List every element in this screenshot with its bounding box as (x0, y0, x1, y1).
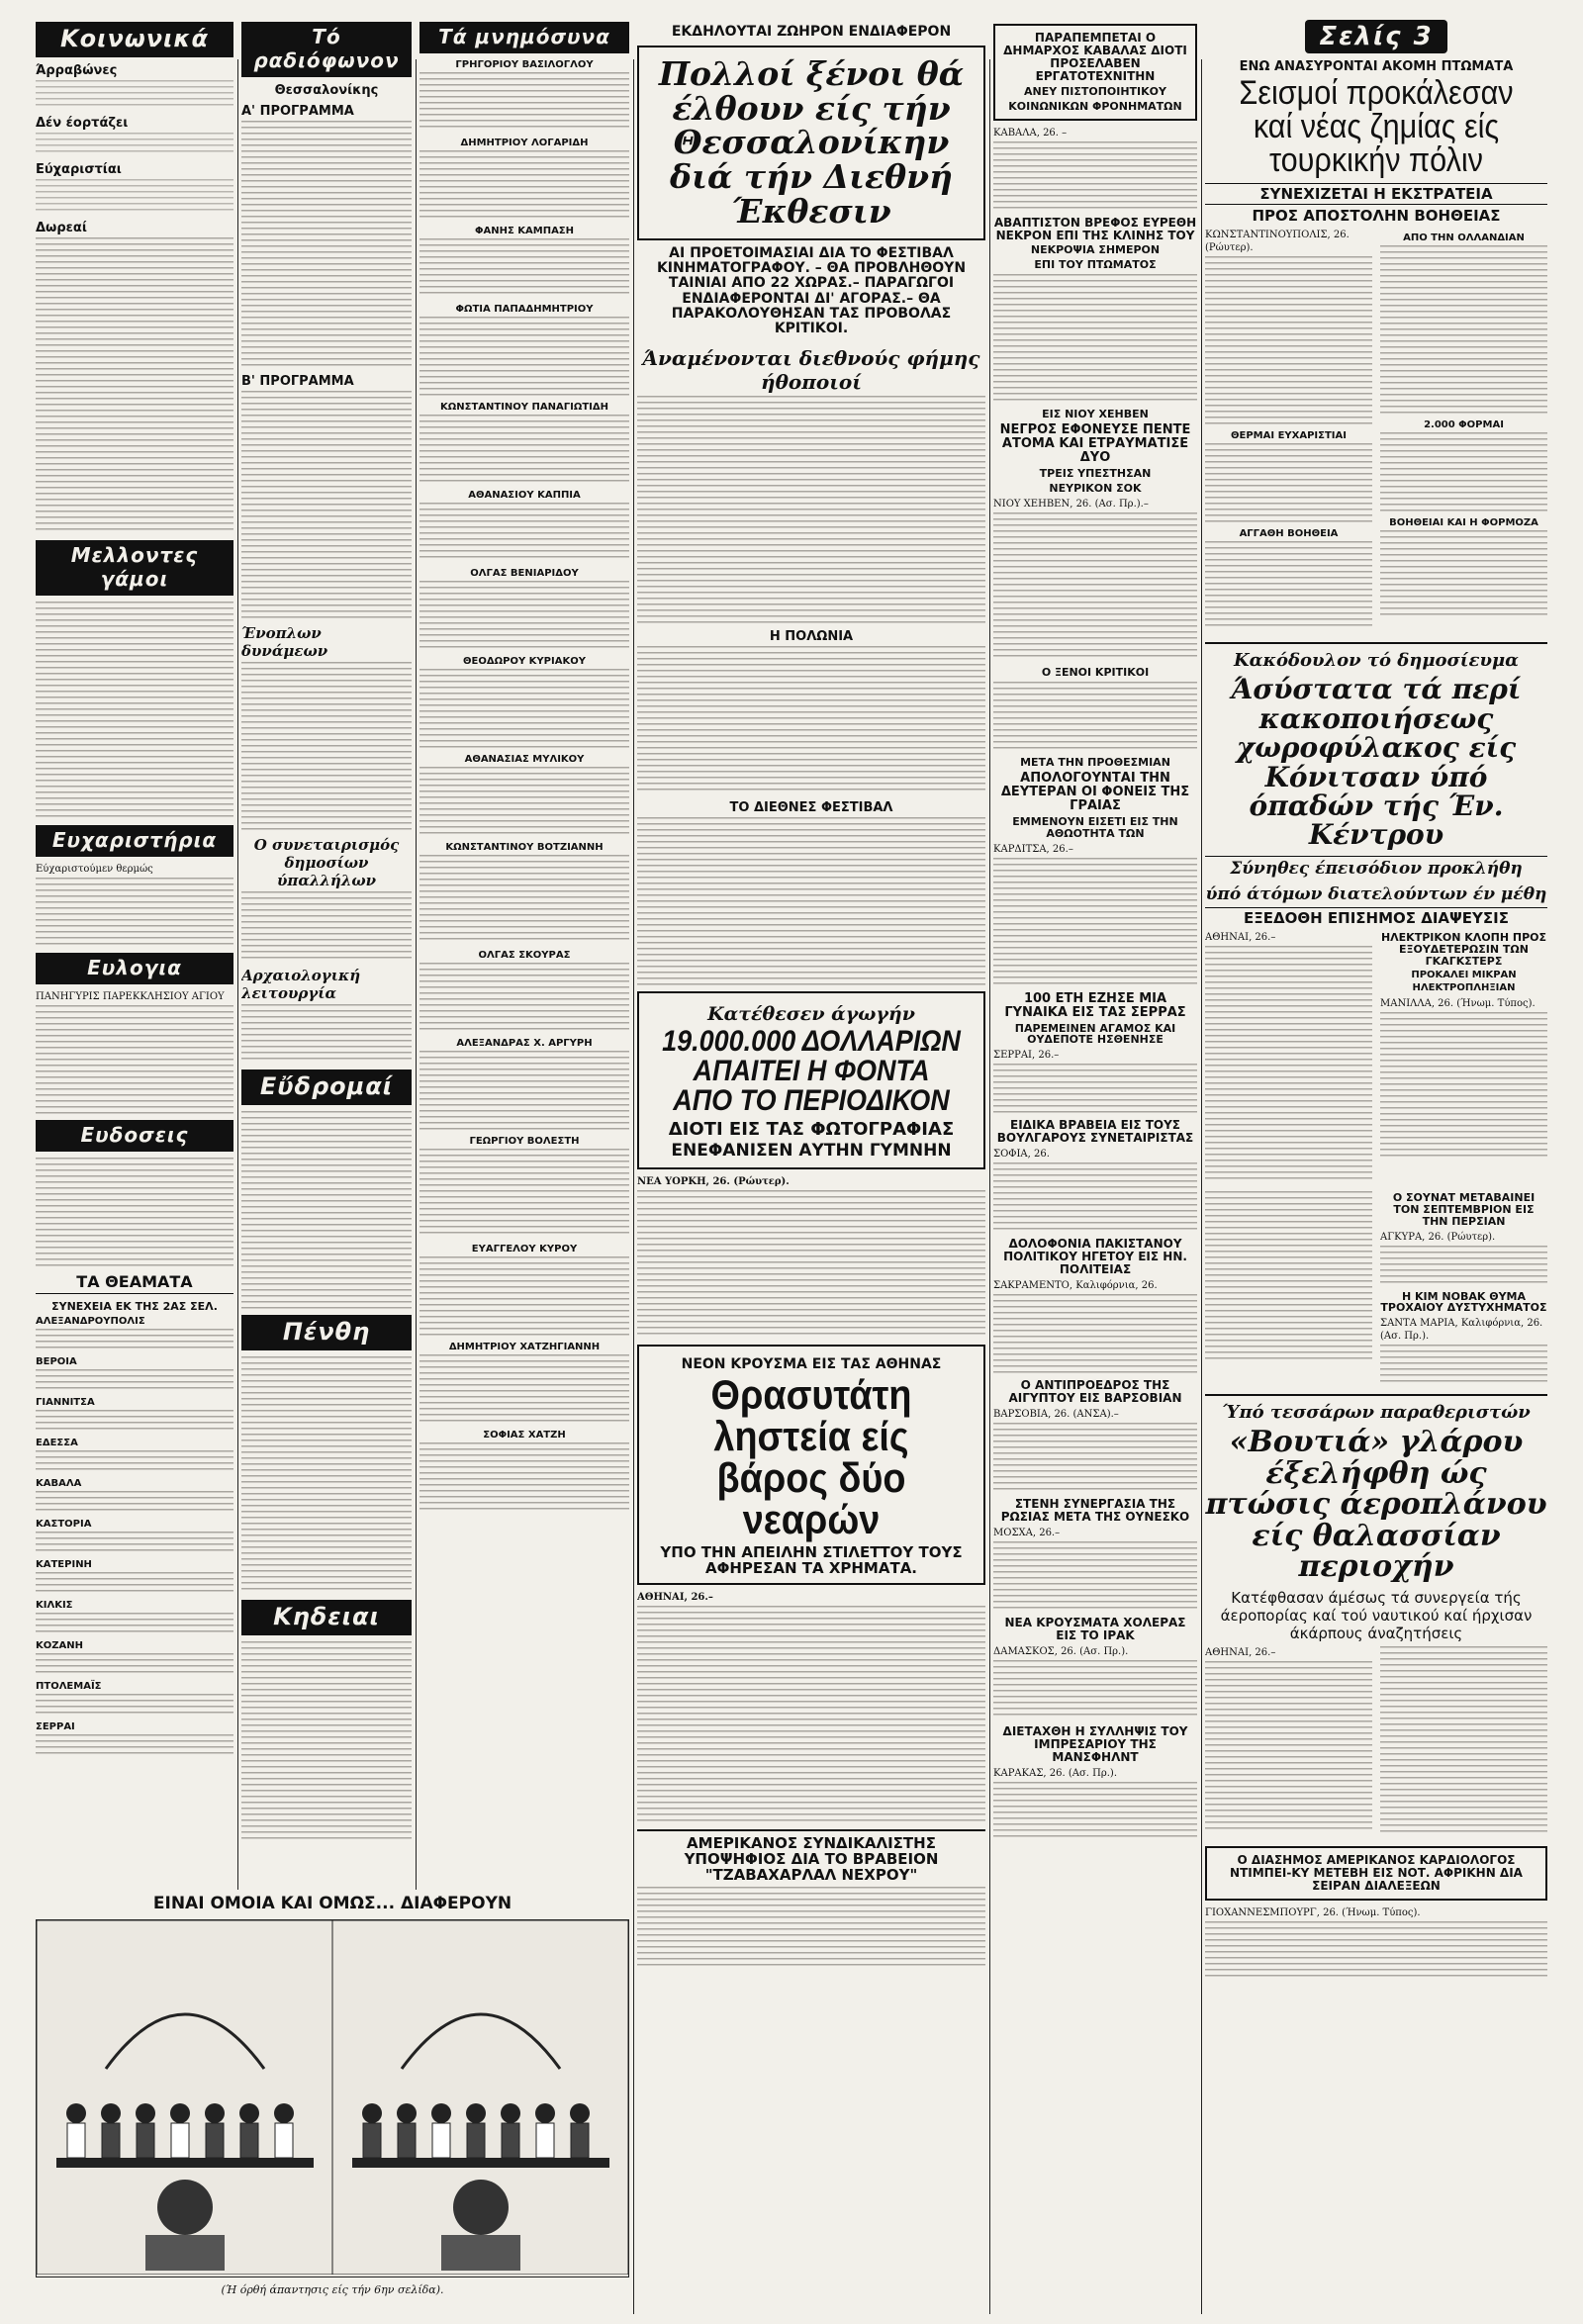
body-text (419, 767, 629, 836)
shah-headline: Ο ΣΟΥΝΑΤ ΜΕΤΑΒΑΙΝΕΙ ΤΟΝ ΣΕΠΤΕΜΒΡΙΟΝ ΕΙΣ ΤΗΝ ΠΕΡΣΙΑΝ (1392, 1190, 1536, 1228)
body-text (36, 80, 233, 110)
robbery-dateline: ΑΘΗΝΑΙ, 26.– (637, 1592, 713, 1604)
body-text (241, 662, 412, 830)
cartoon-figure-body (67, 2123, 85, 2158)
body-text (36, 1329, 233, 1350)
body-text (993, 512, 1197, 661)
body-text (1380, 1345, 1547, 1384)
body-text (637, 1606, 985, 1823)
body-text (36, 1613, 233, 1634)
column-rule (989, 59, 990, 2314)
theatre-city: ΑΛΕΞΑΝΔΡΟΥΠΟΛΙΣ (36, 1316, 145, 1327)
robbery-deck: ΥΠΟ ΤΗΝ ΑΠΕΙΛΗΝ ΣΤΙΛΕΤΤΟΥ ΤΟΥΣ ΑΦΗΡΕΣΑΝ ΤΑ ΧΡΗΜΑΤΑ. (660, 1542, 963, 1577)
body-text (637, 646, 985, 794)
fair-headline-box (637, 46, 985, 240)
body-text (1380, 530, 1547, 619)
body-text (993, 1064, 1197, 1113)
column-main-news (637, 18, 985, 2314)
column-rule (633, 59, 634, 2314)
theft-dateline: ΜΑΝΙΛΛΑ, 26. (Ήνωμ. Τύπος). (1380, 998, 1536, 1010)
fonda-box (637, 991, 985, 1169)
section-banner-thanks: Ευχαριστήρια (36, 825, 233, 857)
body-text (1205, 946, 1372, 1183)
memorial-name: ΦΩΤΙΑ ΠΑΠΑΔΗΜΗΤΡΙΟΥ (455, 304, 594, 315)
body-text (1380, 432, 1547, 511)
cartoon-block (36, 1890, 629, 2315)
cartoon-figure-body (571, 2123, 589, 2158)
cartoon-figure-head (466, 2103, 486, 2123)
body-text (993, 682, 1197, 751)
memorial-name: ΑΛΕΞΑΝΔΡΑΣ Χ. ΑΡΓΥΡΗ (456, 1038, 593, 1049)
memorial-name: ΕΥΑΓΓΕΛΟΥ ΚΥΡΟΥ (471, 1244, 578, 1255)
mayor-headline: ΠΑΡΑΠΕΜΠΕΤΑΙ Ο ΔΗΜΑΡΧΟΣ ΚΑΒΑΛΑΣ ΔΙΟΤΙ ΠΡΟΣΕΛΑΒΕΝ ΕΡΓΑΤΟΤΕΧΝΙΤΗΝ (1003, 31, 1187, 83)
quake-deck2: ΠΡΟΣ ΑΠΟΣΤΟΛΗΝ ΒΟΗΘΕΙΑΣ (1252, 207, 1501, 226)
gull-kicker: Ύπό τεσσάρων παραθεριστών (1222, 1402, 1531, 1424)
trial-dateline: ΚΑΡΔΙΤΣΑ, 26.– (993, 843, 1073, 855)
body-text (241, 1004, 412, 1064)
cartoon-figures-icon (37, 1920, 628, 2275)
fonda-deck2: ΕΝΕΦΑΝΙΣΕΝ ΑΥΤΗΝ ΓΥΜΝΗΝ (671, 1141, 952, 1162)
konitsa-kicker: Κακόδουλον τό δημοσίευμα (1234, 650, 1519, 672)
quake-forms: 2.000 ΦΟΡΜΑΙ (1424, 419, 1504, 431)
cartoon-figure-head (501, 2103, 520, 2123)
mayor-dateline: ΚΑΒΑΛΑ, 26. – (993, 127, 1068, 139)
memorial-name: ΓΡΗΓΟΡΙΟΥ ΒΑΣΙΛΟΓΛΟΥ (455, 59, 594, 70)
body-text (419, 317, 629, 396)
body-text (1205, 1921, 1547, 1981)
cartoon-figure-head (239, 2103, 259, 2123)
centenarian-sub: ΠΑΡΕΜΕΙΝΕΝ ΑΓΑΜΟΣ ΚΑΙ ΟΥΔΕΠΟΤΕ ΗΣΘΕΝΗΣΕ (1014, 1021, 1176, 1047)
body-text (419, 669, 629, 748)
body-text (1205, 1191, 1372, 1359)
shah-dateline: ΑΓΚΥΡΑ, 26. (Ρώυτερ). (1380, 1231, 1496, 1243)
cartoon-figure-head (431, 2103, 451, 2123)
section-banner-social: Κοινωνικά (36, 22, 233, 57)
section-banner-radio: Τό ραδιόφωνον (241, 22, 412, 77)
robbery-headline: Θρασυτάτη ληστεία είς βάρος δύο νεαρών (710, 1370, 912, 1542)
body-text (1380, 245, 1547, 414)
memorial-name: ΔΗΜΗΤΡΙΟΥ ΧΑΤΖΗΓΙΑΝΝΗ (448, 1342, 601, 1352)
quake-headline: Σεισμοί προκάλεσαν καί νέας ζημίας είς τουρκικήν πόλιν (1239, 74, 1514, 179)
body-text (1205, 256, 1372, 424)
body-text (36, 878, 233, 947)
body-text (419, 855, 629, 944)
subhead-engagements: Άρραβώνες (36, 63, 118, 78)
baby-headline: ΑΒΑΠΤΙΣΤΟΝ ΒΡΕΦΟΣ ΕΥΡΕΘΗ ΝΕΚΡΟΝ ΕΠΙ ΤΗΣ ΚΛΙΝΗΣ ΤΟΥ (993, 215, 1197, 242)
mayor-sub: ΑΝΕΥ ΠΙΣΤΟΠΟΙΗΤΙΚΟΥ (1024, 84, 1166, 98)
konitsa-deck3: ΕΞΕΔΟΘΗ ΕΠΙΣΗΜΟΣ ΔΙΑΨΕΥΣΙΣ (1205, 907, 1547, 926)
page-number-logo: Σελίς 3 (1305, 20, 1446, 53)
theatre-city: ΒΕΡΟΙΑ (36, 1356, 77, 1367)
trial-kicker: ΜΕΤΑ ΤΗΝ ΠΡΟΘΕΣΜΙΑΝ (1020, 755, 1170, 769)
cardio-dateline: ΓΙΟΧΑΝΝΕΣΜΠΟΥΡΓ, 26. (Ήνωμ. Τύπος). (1205, 1906, 1421, 1918)
fair-festival: ΤΟ ΔΙΕΘΝΕΣ ΦΕΣΤΙΒΑΛ (729, 799, 893, 815)
unionist-headline: ΑΜΕΡΙΚΑΝΟΣ ΣΥΝΔΙΚΑΛΙΣΤΗΣ ΥΠΟΨΗΦΙΟΣ ΔΙΑ ΤΟ ΒΡΑΒΕΙΟΝ "ΤΖΑΒΑΧΑΡΛΑΛ ΝΕΧΡΟΥ" (637, 1829, 985, 1884)
mayor-box (993, 24, 1197, 121)
body-text (241, 1111, 412, 1309)
critics-sub: Ο ΞΕΝΟΙ ΚΡΙΤΙΚΟΙ (1041, 665, 1150, 679)
cardio-headline: Ο ΔΙΑΣΗΜΟΣ ΑΜΕΡΙΚΑΝΟΣ ΚΑΡΔΙΟΛΟΓΟΣ ΝΤΙΜΠΕΙ-ΚΥ ΜΕΤΕΒΗ ΕΙΣ ΝΟΤ. ΑΦΡΙΚΗΝ ΔΙΑ ΣΕΙΡΑΝ ΔΙΑΛΕΞΕΩΝ (1230, 1852, 1523, 1893)
cartoon-figure-head (362, 2103, 382, 2123)
body-text (36, 237, 233, 534)
baby-sub: ΝΕΚΡΟΨΙΑ ΣΗΜΕΡΟΝ (1030, 243, 1161, 257)
fair-kicker: ΕΚΔΗΛΟΥΤΑΙ ΖΩΗΡΟΝ ΕΝΔΙΑΦΕΡΟΝ (671, 24, 952, 40)
section-banner-mourning: Πένθη (241, 1315, 412, 1350)
theatre-city: ΣΕΡΡΑΙ (36, 1721, 75, 1732)
body-text (993, 1660, 1197, 1720)
awards-dateline: ΣΟΦΙΑ, 26. (993, 1149, 1050, 1161)
cartoon-figure-body (171, 2123, 189, 2158)
section-banner-excursions: Εὔδρομαί (241, 1069, 412, 1105)
fonda-kicker: Κατέθεσεν άγωγήν (707, 1002, 915, 1025)
thanks-text: Εύχαριστούμεν θερμώς (36, 864, 153, 875)
body-text (993, 1294, 1197, 1373)
cartoon-podium (145, 2235, 225, 2271)
body-text (419, 238, 629, 298)
theatre-city: ΚΑΣΤΟΡΙΑ (36, 1519, 92, 1530)
theatre-city: ΕΔΕΣΣΑ (36, 1438, 78, 1448)
theatre-city: ΠΤΟΛΕΜΑΪΣ (36, 1681, 102, 1692)
theatre-city: ΚΙΛΚΙΣ (36, 1600, 73, 1611)
fair-polonia: Η ΠΟΛΩΝΙΑ (769, 628, 854, 644)
blessing-text: ΠΑΝΗΓΥΡΙΣ ΠΑΡΕΚΚΛΗΣΙΟΥ ΑΓΙΟΥ (36, 991, 225, 1002)
cartoon-speaker-head (453, 2180, 509, 2235)
theatres-list (36, 1316, 233, 1756)
memorial-name: ΟΛΓΑΣ ΒΕΝΙΑΡΙΔΟΥ (470, 568, 579, 579)
body-text (36, 1734, 233, 1756)
body-text (36, 1694, 233, 1716)
unesco-headline: ΣΤΕΝΗ ΣΥΝΕΡΓΑΣΙΑ ΤΗΣ ΡΩΣΙΑΣ ΜΕΤΑ ΤΗΣ ΟΥΝΕΣΚΟ (1000, 1497, 1190, 1524)
memorial-name: ΟΛΓΑΣ ΣΚΟΥΡΑΣ (478, 950, 571, 961)
cartoon-figure-body (275, 2123, 293, 2158)
cartoon-figure-head (136, 2103, 155, 2123)
egypt-headline: Ο ΑΝΤΙΠΡΟΕΔΡΟΣ ΤΗΣ ΑΙΓΥΠΤΟΥ ΕΙΣ ΒΑΡΣΟΒΙΑΝ (1008, 1378, 1182, 1406)
body-text (241, 891, 412, 961)
quake-thanks: ΘΕΡΜΑΙ ΕΥΧΑΡΙΣΤΙΑΙ (1231, 430, 1347, 442)
fonda-dateline: ΝΕΑ ΥΟΡΚΗ, 26. (Ρώυτερ). (637, 1175, 790, 1187)
body-text (419, 503, 629, 562)
body-text (993, 1541, 1197, 1611)
theatres-sub: ΣΥΝΕΧΕΙΑ ΕΚ ΤΗΣ 2ΑΣ ΣΕΛ. (51, 1300, 218, 1313)
quake-body (1205, 227, 1547, 636)
newhaven-headline: ΝΕΓΡΟΣ ΕΦΟΝΕΥΣΕ ΠΕΝΤΕ ΑΤΟΜΑ ΚΑΙ ΕΤΡΑΥΜΑΤΙΣΕ ΔΥΟ (999, 422, 1191, 466)
quake-formosa: ΒΟΗΘΕΙΑΙ ΚΑΙ Η ΦΟΡΜΟΖΑ (1389, 517, 1538, 529)
theatre-city: ΚΑΒΑΛΑ (36, 1478, 82, 1489)
quake-kicker: ΕΝΩ ΑΝΑΣΥΡΟΝΤΑΙ ΑΚΟΜΗ ΠΤΩΜΑΤΑ (1239, 59, 1514, 74)
robbery-kicker: ΝΕΟΝ ΚΡΟΥΣΜΑ ΕΙΣ ΤΑΣ ΑΘΗΝΑΣ (681, 1355, 942, 1372)
body-text (1205, 541, 1372, 630)
column-briefs (993, 18, 1197, 2314)
quake-deck: ΣΥΝΕΧΙΖΕΤΑΙ Η ΕΚΣΤΡΑΤΕΙΑ (1205, 183, 1547, 205)
column-front (1205, 18, 1547, 2314)
pakistan-headline: ΔΟΛΟΦΟΝΙΑ ΠΑΚΙΣΤΑΝΟΥ ΠΟΛΙΤΙΚΟΥ ΗΓΕΤΟΥ ΕΙΣ ΗΝ. ΠΟΛΙΤΕΙΑΣ (1003, 1237, 1187, 1277)
body-text (1380, 1012, 1547, 1161)
subhead-archaeology: Αρχαιολογική λειτουργία (241, 967, 361, 1002)
fair-deck: ΑΙ ΠΡΟΕΤΟΙΜΑΣΙΑΙ ΔΙΑ ΤΟ ΦΕΣΤΙΒΑΛ ΚΙΝΗΜΑΤΟΓΡΑΦΟΥ. – ΘΑ ΠΡΟΒΛΗΘΟΥΝ ΤΑΙΝΙΑΙ ΑΠΟ 22 ΧΩΡΑΣ.– ΠΑΡΑΓΩΓΟΙ ΕΝΔΙΑΦΕΡΟΝΤΑΙ ΔΙ' ΑΓΟΡΑΣ.– ΘΑ ΠΑΡΑΚΟΛΟΥΘΗΣΑΝ ΤΑΣ ΠΡΟΒΟΛΑΣ ΚΡΙΤΙΚΟΙ. (656, 245, 967, 336)
cartoon-figure-body (240, 2123, 258, 2158)
impresario-headline: ΔΙΕΤΑΧΘΗ Η ΣΥΛΛΗΨΙΣ ΤΟΥ ΙΜΠΡΕΣΑΡΙΟΥ ΤΗΣ ΜΑΝΣΦΗΛΝΤ (1002, 1723, 1188, 1764)
centenarian-headline: 100 ΕΤΗ ΕΖΗΣΕ ΜΙΑ ΓΥΝΑΙΚΑ ΕΙΣ ΤΑΣ ΣΕΡΡΑΣ (1004, 990, 1186, 1020)
quake-aid: ΑΓΓΑΘΗ ΒΟΗΘΕΙΑ (1239, 528, 1339, 540)
baby-sub2: ΕΠΙ ΤΟΥ ΠΤΩΜΑΤΟΣ (1034, 258, 1157, 272)
novak-headline: Η ΚΙΜ ΝΟΒΑΚ ΘΥΜΑ ΤΡΟΧΑΙΟΥ ΔΥΣΤΥΧΗΜΑΤΟΣ (1380, 1289, 1547, 1315)
cartoon-figure-body (398, 2123, 416, 2158)
cardio-box (1205, 1846, 1547, 1901)
section-banner-blessing: Ευλογια (36, 953, 233, 984)
theatre-city: ΓΙΑΝΝΙΤΣΑ (36, 1397, 95, 1408)
quake-holland: ΑΠΟ ΤΗΝ ΟΛΛΑΝΔΙΑΝ (1403, 232, 1525, 244)
body-text (419, 72, 629, 132)
cartoon-figure-body (536, 2123, 554, 2158)
memorial-name: ΚΩΝΣΤΑΝΤΙΝΟΥ ΒΟΤΖΙΑΝΝΗ (445, 842, 604, 853)
body-text (993, 858, 1197, 986)
impresario-dateline: ΚΑΡΑΚΑΣ, 26. (Ασ. Πρ.). (993, 1767, 1118, 1779)
pakistan-dateline: ΣΑΚΡΑΜΕΝΤΟ, Καλιφόρνια, 26. (993, 1280, 1158, 1292)
body-text (36, 1653, 233, 1675)
cartoon-figure-head (205, 2103, 225, 2123)
body-text (36, 179, 233, 215)
newhaven-sub: ΤΡΕΙΣ ΥΠΕΣΤΗΣΑΝ (1039, 467, 1152, 481)
cartoon-podium (441, 2235, 520, 2271)
column-rule (1201, 59, 1202, 2314)
body-text (36, 1158, 233, 1266)
body-text (419, 1354, 629, 1424)
awards-headline: ΕΙΔΙΚΑ ΒΡΑΒΕΙΑ ΕΙΣ ΤΟΥΣ ΒΟΥΛΓΑΡΟΥΣ ΣΥΝΕΤΑΙΡΙΣΤΑΣ (996, 1118, 1194, 1146)
gull-deck: Κατέφθασαν άμέσως τά συνεργεία τής άεροπορίας καί τού ναυτικού καί ήρχισαν άκάρπους άναζητήσεις (1220, 1588, 1533, 1642)
section-banner-weddings: Μελλοντες γάμοι (36, 540, 233, 596)
theft-headline: ΗΛΕΚΤΡΙΚΟΝ ΚΛΟΠΗ ΠΡΟΣ ΕΞΟΥΔΕΤΕΡΩΣΙΝ ΤΩΝ ΓΚΑΓΚΣΤΕΡΣ (1380, 930, 1547, 968)
mayor-sub2: ΚΟΙΝΩΝΙΚΩΝ ΦΡΟΝΗΜΑΤΩΝ (1008, 99, 1182, 113)
konitsa-headline: Άσύστατα τά περί κακοποιήσεως χωροφύλακος είς Κόνιτσαν ύπό όπαδών τής Έν. Κέντρου (1231, 673, 1522, 852)
konitsa-dateline: ΑΘΗΝΑΙ, 26.– (1205, 931, 1276, 943)
cartoon-figure-head (101, 2103, 121, 2123)
newhaven-sub2: ΝΕΥΡΙΚΟΝ ΣΟΚ (1049, 482, 1142, 496)
gull-headline: «Βουτιά» γλάρου έξελήφθη ώς πτώσις άεροπλάνου είς θαλασσίαν περιοχήν (1205, 1425, 1547, 1585)
subhead-program-a: Α' ΠΡΟΓΡΑΜΜΑ (241, 104, 354, 119)
body-text (637, 1887, 985, 1966)
cartoon-image (36, 1919, 629, 2278)
memorial-name: ΑΘΑΝΑΣΙΑΣ ΜΥΛΙΚΟΥ (464, 754, 585, 765)
memorial-name: ΔΗΜΗΤΡΙΟΥ ΛΟΓΑΡΙΔΗ (460, 138, 589, 148)
subhead-program-b: Β' ΠΡΟΓΡΑΜΜΑ (241, 374, 354, 389)
cartoon-figure-body (206, 2123, 224, 2158)
cartoon-figure-head (535, 2103, 555, 2123)
quake-dateline: ΚΩΝΣΤΑΝΤΙΝΟΥΠΟΛΙΣ, 26. (Ρώυτερ). (1205, 230, 1350, 254)
memorial-name: ΦΑΝΗΣ ΚΑΜΠΑΣΗ (474, 226, 575, 236)
newhaven-kicker: ΕΙΣ ΝΙΟΥ ΧΕΗΒΕΝ (1042, 408, 1149, 421)
subhead-armed-forces: Ένοπλων δυνάμεων (241, 624, 328, 660)
body-text (993, 274, 1197, 403)
body-text (993, 1782, 1197, 1841)
novak-dateline: ΣΑΝΤΑ ΜΑΡΙΑ, Καλιφόρνια, 26. (Ασ. Πρ.). (1380, 1318, 1543, 1343)
egypt-dateline: ΒΑΡΣΟΒΙΑ, 26. (ΑΝΣΑ).– (993, 1409, 1119, 1421)
fonda-headline: 19.000.000 ΔΟΛΛΑΡΙΩΝ ΑΠΑΙΤΕΙ Η ΦΟΝΤΑ ΑΠΟ ΤΟ ΠΕΡΙΟΔΙΚΟΝ (662, 1024, 961, 1117)
memorial-name: ΘΕΟΔΩΡΟΥ ΚΥΡΙΑΚΟΥ (463, 656, 586, 667)
body-text (637, 817, 985, 985)
body-text (1205, 443, 1372, 522)
theatre-city: ΚΑΤΕΡΙΝΗ (36, 1559, 92, 1570)
body-text (36, 1572, 233, 1594)
memorials-list (419, 59, 629, 1512)
fair-sub: Άναμένονται διεθνούς φήμης ήθοποιοί (642, 345, 980, 394)
cartoon-figure-head (397, 2103, 417, 2123)
newhaven-dateline: ΝΙΟΥ ΧΕΗΒΕΝ, 26. (Ασ. Πρ.).– (993, 498, 1149, 510)
body-text (419, 415, 629, 484)
body-text (241, 1356, 412, 1594)
body-text (36, 1005, 233, 1114)
memorial-name: ΓΕΩΡΓΙΟΥ ΒΟΛΕΣΤΗ (469, 1136, 580, 1147)
cartoon-figure-head (274, 2103, 294, 2123)
cholera-headline: ΝΕΑ ΚΡΟΥΣΜΑΤΑ ΧΟΛΕΡΑΣ ΕΙΣ ΤΟ ΙΡΑΚ (1004, 1615, 1186, 1642)
body-text (1205, 1661, 1372, 1829)
cartoon-figure-head (570, 2103, 590, 2123)
body-text (993, 141, 1197, 211)
section-banner-efxoseis: Ευδοσεις (36, 1120, 233, 1152)
body-text (36, 1532, 233, 1553)
fonda-deck: ΔΙΟΤΙ ΕΙΣ ΤΑΣ ΦΩΤΟΓΡΑΦΙΑΣ (668, 1118, 955, 1140)
subhead-donations: Δωρεαί (36, 221, 87, 235)
theatre-city: ΚΟΖΑΝΗ (36, 1640, 83, 1651)
body-text (241, 391, 412, 618)
cartoon-speaker-head (157, 2180, 213, 2235)
fair-headline: Πολλοί ξένοι θά έλθουν είς τήν Θεσσαλονίκην διά τήν Διεθνή Έκθεσιν (658, 54, 965, 231)
cartoon-figure-body (137, 2123, 154, 2158)
body-text (1380, 1246, 1547, 1285)
body-text (36, 133, 233, 156)
body-text (241, 121, 412, 368)
trial-sub: ΕΜΜΕΝΟΥΝ ΕΙΣΕΤΙ ΕΙΣ ΤΗΝ ΑΘΩΟΤΗΤΑ ΤΩΝ (1012, 814, 1178, 840)
subhead-no-nameday: Δέν έορτάζει (36, 116, 129, 131)
body-text (419, 1149, 629, 1238)
body-text (419, 581, 629, 650)
body-text (36, 602, 233, 819)
konitsa-deck2: ύπό άτόμων διατελούντων έν μέθη (1205, 883, 1547, 904)
theft-sub2: ΗΛΕΚΤΡΟΠΛΗΞΙΑΝ (1412, 982, 1516, 994)
memorial-name: ΚΩΝΣΤΑΝΤΙΝΟΥ ΠΑΝΑΓΙΩΤΙΔΗ (440, 402, 608, 413)
cartoon-figure-body (102, 2123, 120, 2158)
gull-dateline: ΑΘΗΝΑΙ, 26.– (1205, 1646, 1276, 1658)
body-text (637, 1190, 985, 1339)
cartoon-figure-head (66, 2103, 86, 2123)
section-banner-funerals: Κηδειαι (241, 1600, 412, 1635)
cartoon-figure-body (363, 2123, 381, 2158)
body-text (419, 1256, 629, 1336)
konitsa-deck: Σύνηθες έπεισόδιον προκλήθη (1205, 856, 1547, 879)
section-banner-memorials: Τά μνημόσυνα (419, 22, 629, 53)
subhead-cooperative: Ο συνεταιρισμός δημοσίων ύπαλλήλων (253, 836, 400, 889)
theft-sub: ΠΡΟΚΑΛΕΙ ΜΙΚΡΑΝ (1411, 969, 1517, 980)
memorial-name: ΣΟΦΙΑΣ ΧΑΤΖΗ (483, 1430, 566, 1441)
robbery-box (637, 1345, 985, 1585)
cartoon-figure-body (467, 2123, 485, 2158)
body-text (419, 1051, 629, 1130)
cartoon-caption: (Ή όρθή άπαντησις είς τήν 6ην σελίδα). (221, 2283, 444, 2296)
centenarian-dateline: ΣΕΡΡΑΙ, 26.– (993, 1050, 1060, 1062)
body-text (993, 1162, 1197, 1232)
trial-headline: ΑΠΟΛΟΓΟΥΝΤΑΙ ΤΗΝ ΔΕΥΤΕΡΑΝ ΟΙ ΦΟΝΕΙΣ ΤΗΣ ΓΡΑΙΑΣ (1000, 770, 1190, 813)
cartoon-figure-head (170, 2103, 190, 2123)
theatres-title: ΤΑ ΘΕΑΜΑΤΑ (36, 1272, 233, 1294)
cholera-dateline: ΔΑΜΑΣΚΟΣ, 26. (Ασ. Πρ.). (993, 1645, 1129, 1657)
body-text (637, 396, 985, 623)
body-text (419, 1442, 629, 1512)
body-text (419, 963, 629, 1032)
subhead-thessaloniki: Θεσσαλονίκης (274, 83, 379, 98)
body-text (241, 1641, 412, 1839)
body-text (1380, 1646, 1547, 1834)
body-text (993, 1423, 1197, 1492)
cartoon-figure-body (432, 2123, 450, 2158)
body-text (419, 150, 629, 220)
body-text (36, 1450, 233, 1472)
cartoon-figure-body (502, 2123, 519, 2158)
cartoon-title: ΕΙΝΑΙ ΟΜΟΙΑ ΚΑΙ ΟΜΩΣ... ΔΙΑΦΕΡΟΥΝ (152, 1894, 512, 1913)
unesco-dateline: ΜΟΣΧΑ, 26.– (993, 1527, 1061, 1538)
body-text (36, 1491, 233, 1513)
body-text (36, 1369, 233, 1391)
body-text (36, 1410, 233, 1432)
memorial-name: ΑΘΑΝΑΣΙΟΥ ΚΑΠΠΙΑ (468, 490, 581, 501)
subhead-thanks: Εύχαριστίαι (36, 162, 122, 177)
